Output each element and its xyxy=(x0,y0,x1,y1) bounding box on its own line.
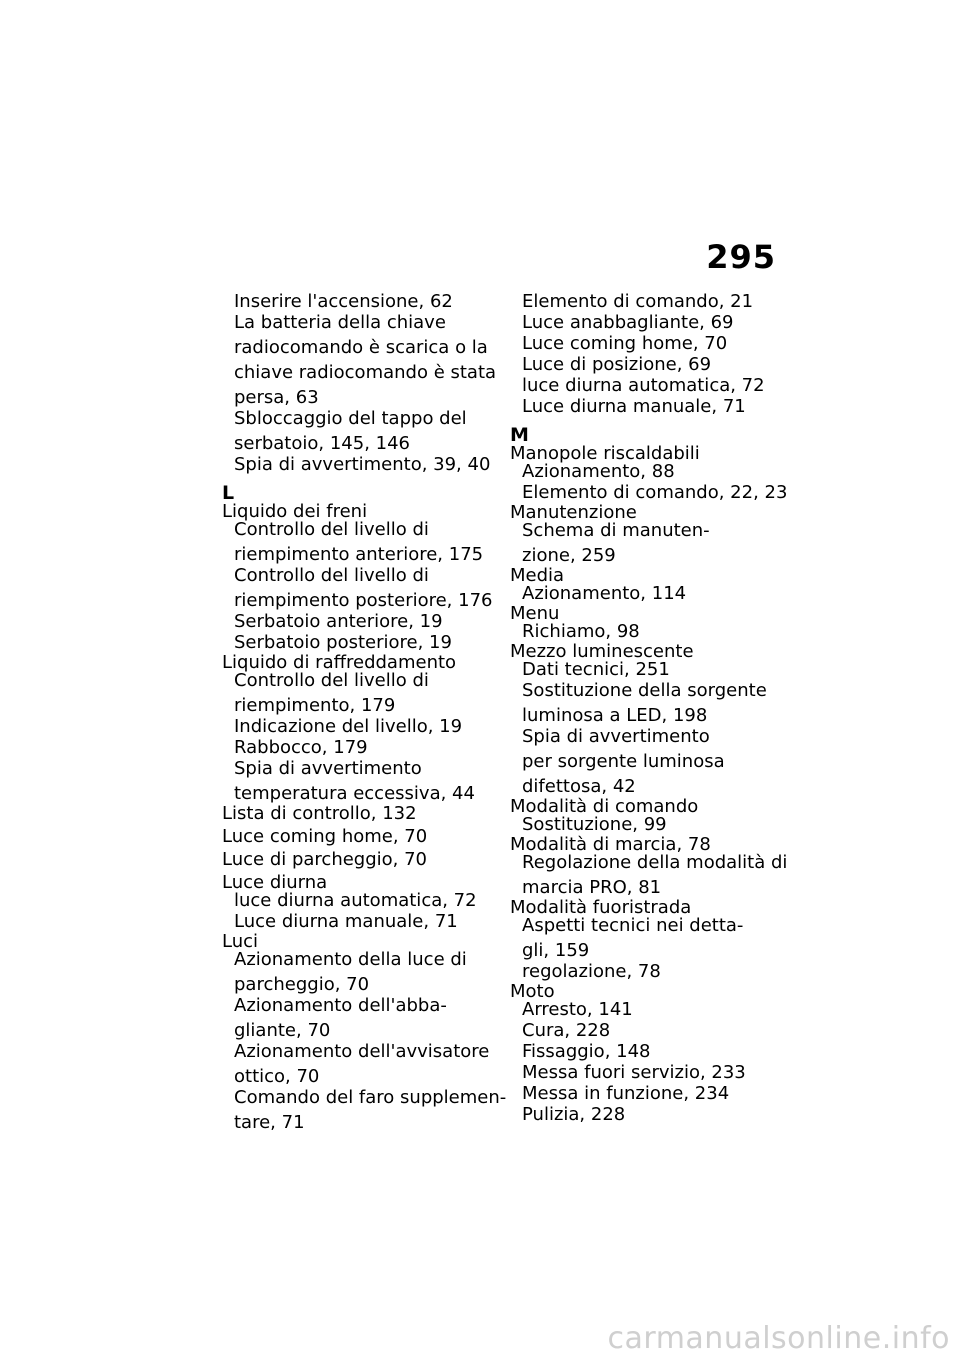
index-sub-entry: Controllo del livello di xyxy=(234,519,429,540)
index-sub-entry: Serbatoio posteriore, 19 xyxy=(234,632,452,653)
index-sub-entry: serbatoio, 145, 146 xyxy=(234,433,410,454)
index-sub-entry: Dati tecnici, 251 xyxy=(522,659,670,680)
index-sub-entry: gli, 159 xyxy=(522,940,590,961)
index-sub-entry: Aspetti tecnici nei detta- xyxy=(522,915,744,936)
index-sub-entry: Luce di posizione, 69 xyxy=(522,354,712,375)
index-main-entry: Lista di controllo, 132 xyxy=(222,803,417,824)
index-sub-entry: Luce diurna manuale, 71 xyxy=(234,911,458,932)
index-sub-entry: Azionamento dell'avvisatore xyxy=(234,1041,490,1062)
index-sub-entry: Indicazione del livello, 19 xyxy=(234,716,463,737)
index-letter-heading: M xyxy=(510,424,529,446)
page-number: 295 xyxy=(706,238,776,276)
index-sub-entry: parcheggio, 70 xyxy=(234,974,370,995)
index-sub-entry: riempimento, 179 xyxy=(234,695,396,716)
index-sub-entry: Richiamo, 98 xyxy=(522,621,640,642)
index-main-entry: Menu xyxy=(510,603,560,624)
index-main-entry: Liquido di raffreddamento xyxy=(222,652,457,673)
watermark-text: carmanualsonline.info xyxy=(607,1321,950,1356)
index-sub-entry: Sostituzione, 99 xyxy=(522,814,667,835)
index-main-entry: Luci xyxy=(222,931,259,952)
index-sub-entry: ottico, 70 xyxy=(234,1066,320,1087)
index-sub-entry: Inserire l'accensione, 62 xyxy=(234,291,453,312)
index-main-entry: Manutenzione xyxy=(510,502,637,523)
index-main-entry: Manopole riscaldabili xyxy=(510,443,700,464)
index-main-entry: Media xyxy=(510,565,565,586)
index-sub-entry: Arresto, 141 xyxy=(522,999,633,1020)
index-sub-entry: Controllo del livello di xyxy=(234,670,429,691)
index-sub-entry: radiocomando è scarica o la xyxy=(234,337,488,358)
index-column-right xyxy=(510,291,790,1125)
index-sub-entry: Rabbocco, 179 xyxy=(234,737,368,758)
index-sub-entry: luminosa a LED, 198 xyxy=(522,705,708,726)
index-sub-entry: Azionamento della luce di xyxy=(234,949,467,970)
index-sub-entry: Spia di avvertimento xyxy=(234,758,422,779)
index-sub-entry: Messa in funzione, 234 xyxy=(522,1083,730,1104)
index-sub-entry: riempimento anteriore, 175 xyxy=(234,544,484,565)
index-column-left xyxy=(222,291,507,1133)
index-sub-entry: Azionamento dell'abba- xyxy=(234,995,447,1016)
index-sub-entry: Luce anabbagliante, 69 xyxy=(522,312,734,333)
index-sub-entry: gliante, 70 xyxy=(234,1020,331,1041)
index-main-entry: Luce diurna xyxy=(222,872,328,893)
index-main-entry: Modalità di comando xyxy=(510,796,699,817)
index-sub-entry: Elemento di comando, 21 xyxy=(522,291,754,312)
index-sub-entry: Cura, 228 xyxy=(522,1020,611,1041)
index-sub-entry: Luce coming home, 70 xyxy=(522,333,728,354)
index-sub-entry: per sorgente luminosa xyxy=(522,751,725,772)
index-sub-entry: Comando del faro supplemen- xyxy=(234,1087,507,1108)
index-main-entry: Liquido dei freni xyxy=(222,501,368,522)
index-sub-entry: temperatura eccessiva, 44 xyxy=(234,783,475,804)
index-sub-entry: Elemento di comando, 22, 23 xyxy=(522,482,788,503)
index-sub-entry: Serbatoio anteriore, 19 xyxy=(234,611,443,632)
index-sub-entry: Controllo del livello di xyxy=(234,565,429,586)
index-sub-entry: Azionamento, 88 xyxy=(522,461,675,482)
index-main-entry: Luce coming home, 70 xyxy=(222,826,428,847)
index-sub-entry: Spia di avvertimento, 39, 40 xyxy=(234,454,491,475)
index-letter-heading: L xyxy=(222,482,235,504)
index-sub-entry: Regolazione della modalità di xyxy=(522,852,788,873)
index-sub-entry: La batteria della chiave xyxy=(234,312,446,333)
index-sub-entry: luce diurna automatica, 72 xyxy=(234,890,477,911)
index-sub-entry: difettosa, 42 xyxy=(522,776,636,797)
index-sub-entry: zione, 259 xyxy=(522,545,616,566)
index-main-entry: Modalità di marcia, 78 xyxy=(510,834,711,855)
index-sub-entry: marcia PRO, 81 xyxy=(522,877,662,898)
index-sub-entry: regolazione, 78 xyxy=(522,961,661,982)
index-sub-entry: chiave radiocomando è stata xyxy=(234,362,497,383)
index-sub-entry: luce diurna automatica, 72 xyxy=(522,375,765,396)
index-main-entry: Mezzo luminescente xyxy=(510,641,694,662)
index-sub-entry: Sostituzione della sorgente xyxy=(522,680,767,701)
index-sub-entry: persa, 63 xyxy=(234,387,319,408)
index-sub-entry: riempimento posteriore, 176 xyxy=(234,590,493,611)
index-sub-entry: tare, 71 xyxy=(234,1112,305,1133)
index-sub-entry: Luce diurna manuale, 71 xyxy=(522,396,746,417)
index-sub-entry: Schema di manuten- xyxy=(522,520,710,541)
index-sub-entry: Sbloccaggio del tappo del xyxy=(234,408,467,429)
index-main-entry: Moto xyxy=(510,981,555,1002)
index-sub-entry: Fissaggio, 148 xyxy=(522,1041,651,1062)
index-sub-entry: Spia di avvertimento xyxy=(522,726,710,747)
index-sub-entry: Pulizia, 228 xyxy=(522,1104,626,1125)
index-main-entry: Modalità fuoristrada xyxy=(510,897,692,918)
index-main-entry: Luce di parcheggio, 70 xyxy=(222,849,428,870)
index-sub-entry: Azionamento, 114 xyxy=(522,583,687,604)
index-sub-entry: Messa fuori servizio, 233 xyxy=(522,1062,746,1083)
